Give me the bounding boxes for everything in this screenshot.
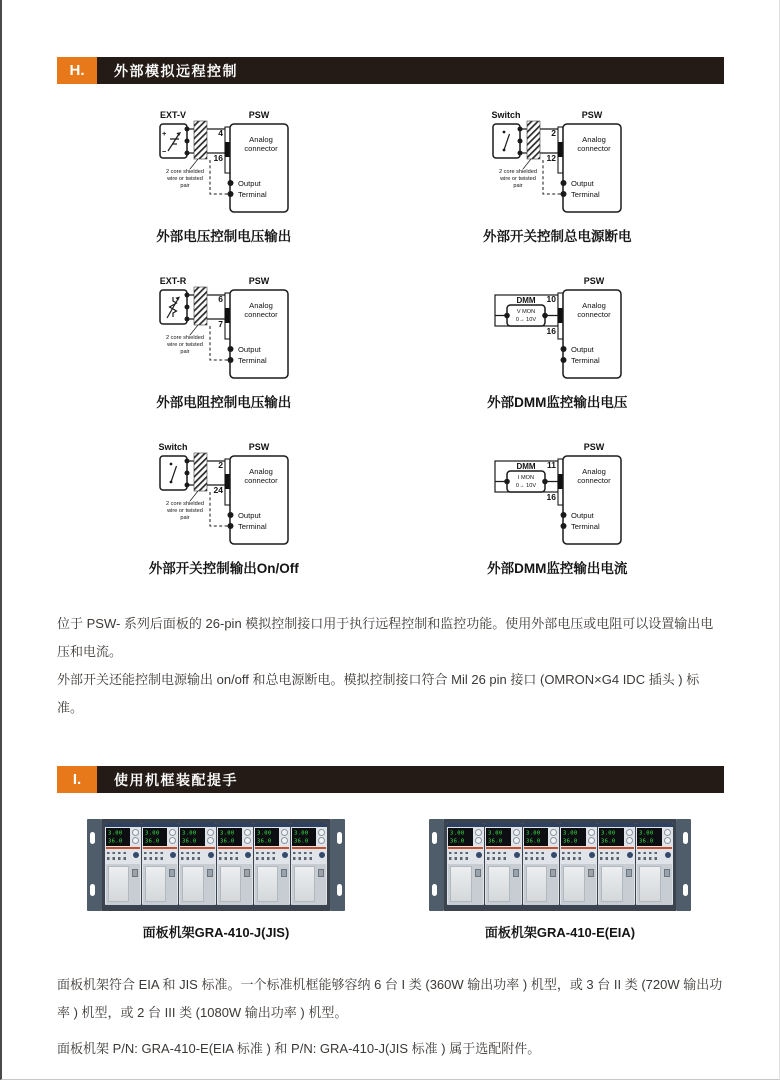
- rack-caption-eia: 面板机架GRA-410-E(EIA): [484, 925, 636, 940]
- unit-buttons: [598, 849, 635, 862]
- pin-number-top: 2: [551, 128, 557, 138]
- svg-text:connector: connector: [577, 144, 611, 153]
- unit-lower-panel: [292, 864, 326, 905]
- unit-buttons: [447, 849, 484, 862]
- section-i-letter: I.: [57, 766, 97, 793]
- section-i-paragraphs: [57, 971, 724, 1063]
- svg-text:Terminal: Terminal: [237, 522, 267, 531]
- svg-text:+: +: [161, 129, 167, 138]
- device-label: Switch: [491, 110, 521, 120]
- psw-label: PSW: [581, 110, 603, 120]
- unit-knobs: [167, 827, 178, 846]
- psw-label: PSW: [248, 276, 270, 286]
- unit-display: 3.00 36.0: [180, 828, 204, 846]
- diagram-caption: 外部开关控制输出On/Off: [148, 561, 299, 576]
- psw-unit: [105, 823, 141, 905]
- unit-buttons: [217, 849, 253, 862]
- svg-text:Terminal: Terminal: [571, 522, 600, 531]
- diagram-ext-r-resistance: [57, 276, 391, 412]
- svg-text:Terminal: Terminal: [237, 356, 267, 365]
- svg-text:Analog: Analog: [248, 135, 273, 144]
- unit-knobs: [548, 827, 559, 846]
- paragraph: 面板机架 P/N: GRA-410-E(EIA 标准 ) 和 P/N: GRA-410-J(JIS 标准 ) 属于选配附件。: [57, 1041, 541, 1056]
- svg-text:pair: pair: [180, 349, 190, 355]
- diagram-dmm-voltage-monitor: [391, 276, 725, 412]
- unit-lower-panel: [255, 864, 289, 905]
- svg-text:wire or twisted: wire or twisted: [166, 342, 203, 348]
- psw-unit: [291, 823, 327, 905]
- section-h-paragraphs: [57, 610, 724, 722]
- device-label: EXT-R: [159, 276, 187, 286]
- pin-number-bottom: 16: [213, 153, 223, 163]
- wiring-diagram-svg: [154, 276, 294, 384]
- svg-text:wire or twisted: wire or twisted: [166, 508, 203, 514]
- psw-label: PSW: [583, 276, 605, 286]
- unit-knobs: [205, 827, 216, 846]
- diagram-dmm-current-monitor: [391, 442, 725, 578]
- psw-label: PSW: [248, 442, 270, 452]
- unit-buttons: [560, 849, 597, 862]
- pin-number-top: 2: [218, 460, 223, 470]
- psw-unit: [598, 823, 635, 905]
- unit-display: 3.00 36.0: [255, 828, 279, 846]
- rack-ear-right: [330, 819, 345, 911]
- pin-number-top: 10: [546, 294, 557, 304]
- unit-knobs: [473, 827, 484, 846]
- svg-text:Output: Output: [571, 179, 595, 188]
- svg-text:Terminal: Terminal: [571, 190, 600, 199]
- psw-label: PSW: [583, 442, 605, 452]
- device-label: EXT-V: [159, 110, 186, 120]
- diagram-switch-shutdown: [391, 110, 725, 246]
- shield-hatch: [194, 453, 207, 491]
- unit-display: 3.00 36.0: [218, 828, 242, 846]
- unit-buttons: [254, 849, 290, 862]
- unit-knobs: [662, 827, 673, 846]
- svg-text:2 core shielded: 2 core shielded: [499, 169, 538, 175]
- section-h-title: 外部模拟远程控制: [97, 57, 724, 84]
- wiring-diagram-svg: [487, 110, 627, 218]
- psw-unit: [636, 823, 673, 905]
- shield-hatch: [194, 121, 207, 159]
- svg-text:2 core shielded: 2 core shielded: [165, 501, 204, 507]
- svg-text:Terminal: Terminal: [571, 356, 600, 365]
- unit-knobs: [624, 827, 635, 846]
- diagram-ext-v-voltage: [57, 110, 391, 246]
- unit-lower-panel: [448, 864, 483, 905]
- paragraph: 面板机架符合 EIA 和 JIS 标准。一个标准机框能够容纳 6 台 I 类 (360W 输出功率 ) 机型，或 3 台 II 类 (720W 输出功率 ) 机型，或 2 台 III 类 (1080W 输出功率 ) 机型。: [57, 977, 723, 1020]
- unit-buttons: [179, 849, 215, 862]
- unit-knobs: [586, 827, 597, 846]
- pin-number-bottom: 16: [546, 492, 557, 502]
- unit-buttons: [142, 849, 178, 862]
- section-i-title: 使用机框装配提手: [97, 766, 724, 793]
- unit-lower-panel: [599, 864, 634, 905]
- device-label: DMM: [516, 296, 536, 305]
- svg-text:pair: pair: [513, 183, 523, 189]
- rack-ear-right: [676, 819, 691, 911]
- unit-knobs: [511, 827, 522, 846]
- unit-display: 3.00 36.0: [143, 828, 167, 846]
- wiring-diagram-svg: [154, 110, 294, 218]
- unit-lower-panel: [524, 864, 559, 905]
- psw-label: PSW: [248, 110, 270, 120]
- unit-lower-panel: [561, 864, 596, 905]
- unit-display: 3.00 36.0: [106, 828, 130, 846]
- rack-images-row: [57, 819, 724, 942]
- unit-lower-panel: [106, 864, 140, 905]
- unit-lower-panel: [637, 864, 672, 905]
- pin-number-top: 4: [218, 128, 223, 138]
- psw-unit: [560, 823, 597, 905]
- unit-buttons: [636, 849, 673, 862]
- svg-text:Output: Output: [571, 511, 595, 520]
- rack-image-jis: [87, 819, 345, 911]
- rack-body: [444, 819, 676, 911]
- unit-lower-panel: [143, 864, 177, 905]
- svg-text:Output: Output: [237, 345, 261, 354]
- svg-text:Output: Output: [237, 179, 261, 188]
- svg-text:−: −: [161, 147, 167, 156]
- wiring-diagram-svg: [154, 442, 294, 550]
- svg-text:connector: connector: [244, 144, 278, 153]
- rack-image-eia: [429, 819, 691, 911]
- svg-text:Analog: Analog: [248, 301, 273, 310]
- unit-display: 3.00 36.0: [292, 828, 316, 846]
- unit-knobs: [130, 827, 141, 846]
- rack-body: [102, 819, 330, 911]
- pin-number-top: 6: [218, 294, 223, 304]
- unit-buttons: [105, 849, 141, 862]
- psw-unit: [523, 823, 560, 905]
- unit-knobs: [316, 827, 327, 846]
- pin-number-top: 11: [547, 460, 557, 470]
- meter-function: V MON: [517, 309, 536, 315]
- pin-number-bottom: 16: [546, 326, 557, 336]
- psw-unit: [217, 823, 253, 905]
- section-h-header: [57, 57, 724, 84]
- svg-text:Analog: Analog: [582, 135, 607, 144]
- section-h-letter: H.: [57, 57, 97, 84]
- shield-hatch: [194, 287, 207, 325]
- unit-display: 3.00 36.0: [561, 828, 586, 846]
- diagram-caption: 外部开关控制总电源断电: [483, 229, 632, 244]
- svg-text:wire or twisted: wire or twisted: [166, 176, 203, 182]
- svg-text:Output: Output: [237, 511, 261, 520]
- unit-display: 3.00 36.0: [448, 828, 473, 846]
- svg-text:2 core shielded: 2 core shielded: [165, 169, 204, 175]
- unit-lower-panel: [218, 864, 252, 905]
- rack-ear-left: [429, 819, 444, 911]
- svg-text:pair: pair: [180, 515, 190, 521]
- unit-lower-panel: [180, 864, 214, 905]
- wiring-diagram-svg: [487, 442, 627, 550]
- diagram-caption: 外部电压控制电压输出: [156, 229, 292, 244]
- section-i-header: [57, 766, 724, 793]
- svg-text:Terminal: Terminal: [237, 190, 267, 199]
- svg-text:connector: connector: [244, 310, 278, 319]
- diagram-caption: 外部电阻控制电压输出: [156, 395, 292, 410]
- paragraph: 位于 PSW- 系列后面板的 26-pin 模拟控制接口用于执行远程控制和监控功能。使用外部电压或电阻可以设置输出电压和电流。: [57, 616, 714, 659]
- svg-text:Output: Output: [571, 345, 595, 354]
- unit-display: 3.00 36.0: [524, 828, 549, 846]
- svg-text:Analog: Analog: [248, 467, 273, 476]
- svg-text:Analog: Analog: [582, 301, 607, 310]
- svg-text:wire or twisted: wire or twisted: [500, 176, 537, 182]
- wiring-diagram-grid: [57, 110, 724, 578]
- psw-unit: [447, 823, 484, 905]
- paragraph: 外部开关还能控制电源输出 on/off 和总电源断电。模拟控制接口符合 Mil 26 pin 接口 (OMRON×G4 IDC 插头 ) 标准。: [57, 672, 700, 715]
- diagram-switch-output-onoff: [57, 442, 391, 578]
- svg-text:connector: connector: [577, 476, 611, 485]
- rack-ear-left: [87, 819, 102, 911]
- unit-buttons: [485, 849, 522, 862]
- unit-lower-panel: [486, 864, 521, 905]
- rack-caption-jis: 面板机架GRA-410-J(JIS): [142, 925, 290, 940]
- meter-range: 0→ 10V: [516, 483, 537, 489]
- pin-number-bottom: 7: [218, 319, 223, 329]
- unit-display: 3.00 36.0: [486, 828, 511, 846]
- psw-unit: [254, 823, 290, 905]
- diagram-caption: 外部DMM监控输出电流: [487, 561, 628, 576]
- pin-number-bottom: 12: [546, 153, 557, 163]
- rack-figure-eia: [429, 819, 691, 942]
- unit-display: 3.00 36.0: [599, 828, 624, 846]
- svg-text:Analog: Analog: [582, 467, 607, 476]
- psw-unit: [485, 823, 522, 905]
- psw-unit: [142, 823, 178, 905]
- unit-buttons: [291, 849, 327, 862]
- wiring-diagram-svg: [487, 276, 627, 384]
- svg-text:pair: pair: [180, 183, 190, 189]
- unit-knobs: [242, 827, 253, 846]
- diagram-caption: 外部DMM监控输出电压: [487, 395, 628, 410]
- svg-text:2 core shielded: 2 core shielded: [165, 335, 204, 341]
- meter-function: I MON: [518, 475, 535, 481]
- svg-text:connector: connector: [244, 476, 278, 485]
- device-label: DMM: [516, 462, 536, 471]
- device-label: Switch: [158, 442, 188, 452]
- rack-figure-jis: [87, 819, 345, 942]
- unit-buttons: [523, 849, 560, 862]
- unit-display: 3.00 36.0: [637, 828, 662, 846]
- svg-text:connector: connector: [577, 310, 611, 319]
- unit-knobs: [279, 827, 290, 846]
- psw-unit: [179, 823, 215, 905]
- shield-hatch: [527, 121, 540, 159]
- meter-range: 0→ 10V: [516, 317, 537, 323]
- pin-number-bottom: 24: [213, 485, 223, 495]
